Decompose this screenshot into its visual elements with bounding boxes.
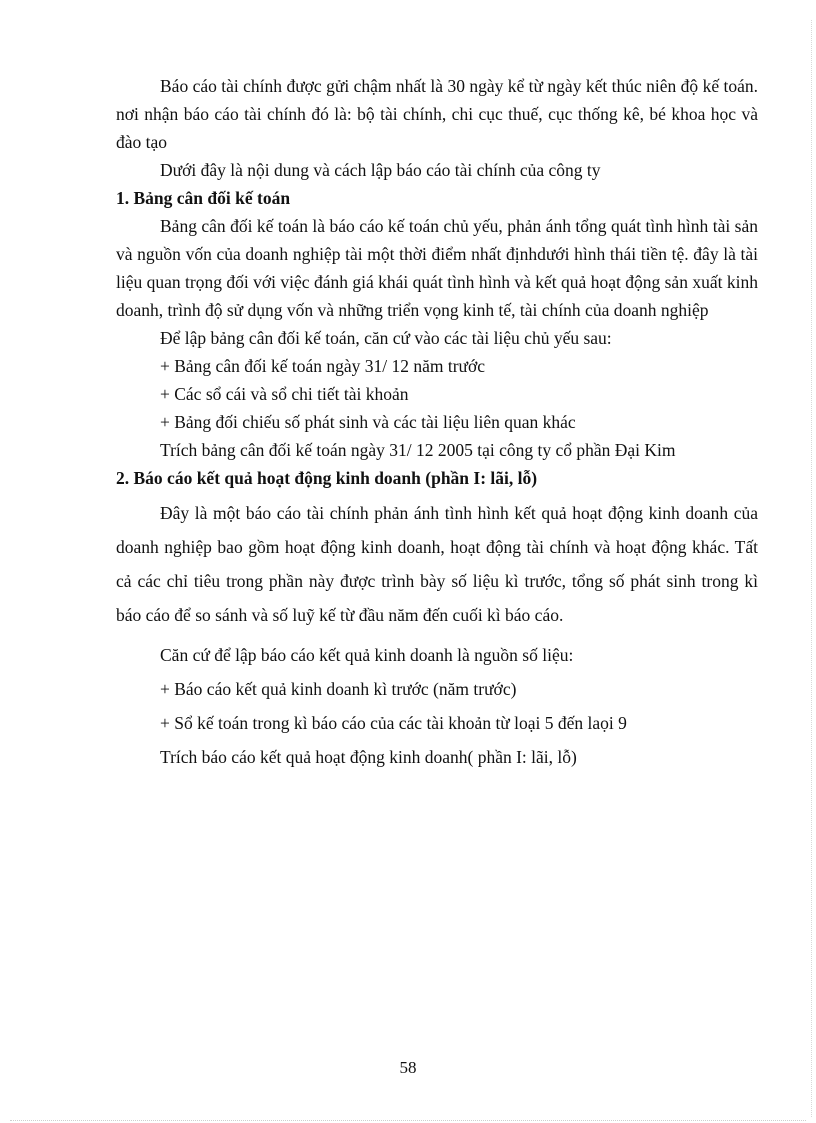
section-2-closing: Trích báo cáo kết quả hoạt động kinh doanh( phần I: lãi, lỗ) <box>160 747 577 767</box>
page-edge-rule <box>811 20 812 1117</box>
section-2-paragraph: Đây là một báo cáo tài chính phản ánh tình hình kết quả hoạt động kinh doanh của doanh nghiệp bao gồm hoạt động kinh doanh, hoạt động tài chính và hoạt động khác. Tất cả các chỉ tiêu trong phần này được trình bày số liệu kì trước, tổng số phát sinh trong kì báo cáo để so sánh và số luỹ kế từ đầu năm đến cuối kì báo cáo. <box>116 503 758 625</box>
list-item: + Các sổ cái và sổ chi tiết tài khoản <box>160 384 409 404</box>
list-item: + Bảng đối chiếu số phát sinh và các tài liệu liên quan khác <box>160 412 576 432</box>
section-2-heading: 2. Báo cáo kết quả hoạt động kinh doanh (phần I: lãi, lỗ) <box>116 468 538 488</box>
section-1-closing: Trích bảng cân đối kế toán ngày 31/ 12 2005 tại công ty cổ phần Đại Kim <box>160 440 676 460</box>
section-balance-sheet <box>116 184 758 464</box>
section-income-statement <box>116 464 758 774</box>
list-item: + Báo cáo kết quả kinh doanh kì trước (năm trước) <box>160 679 517 699</box>
page-bottom-rule <box>10 1120 806 1121</box>
section-2-lead: Căn cứ để lập báo cáo kết quả kinh doanh là nguồn số liệu: <box>160 645 574 665</box>
section-1-heading: 1. Bảng cân đối kế toán <box>116 188 291 208</box>
list-item: + Sổ kế toán trong kì báo cáo của các tài khoản từ loại 5 đến laọi 9 <box>160 713 627 733</box>
section-1-lead: Để lập bảng cân đối kế toán, căn cứ vào các tài liệu chủ yếu sau: <box>160 328 612 348</box>
intro-paragraph: Báo cáo tài chính được gửi chậm nhất là 30 ngày kể từ ngày kết thúc niên độ kế toán. nơi nhận báo cáo tài chính đó là: bộ tài chính, chi cục thuế, cục thống kê, bé khoa học và đào tạo <box>116 76 758 152</box>
page-number: 58 <box>399 1058 417 1077</box>
list-item: + Bảng cân đối kế toán ngày 31/ 12 năm trước <box>160 356 486 376</box>
page-content <box>116 72 758 774</box>
section-1-paragraph: Bảng cân đối kế toán là báo cáo kế toán chủ yếu, phản ánh tổng quát tình hình tài sản và nguồn vốn của doanh nghiệp tài một thời điểm nhất địnhdưới hình thái tiền tệ. đây là tài liệu quan trọng đối với việc đánh giá khái quát tình hình và kết quả hoạt động sản xuất kinh doanh, trình độ sử dụng vốn và những triển vọng kinh tế, tài chính của doanh nghiệp <box>116 216 758 320</box>
intro-lead-line: Dưới đây là nội dung và cách lập báo cáo tài chính của công ty <box>160 160 601 180</box>
